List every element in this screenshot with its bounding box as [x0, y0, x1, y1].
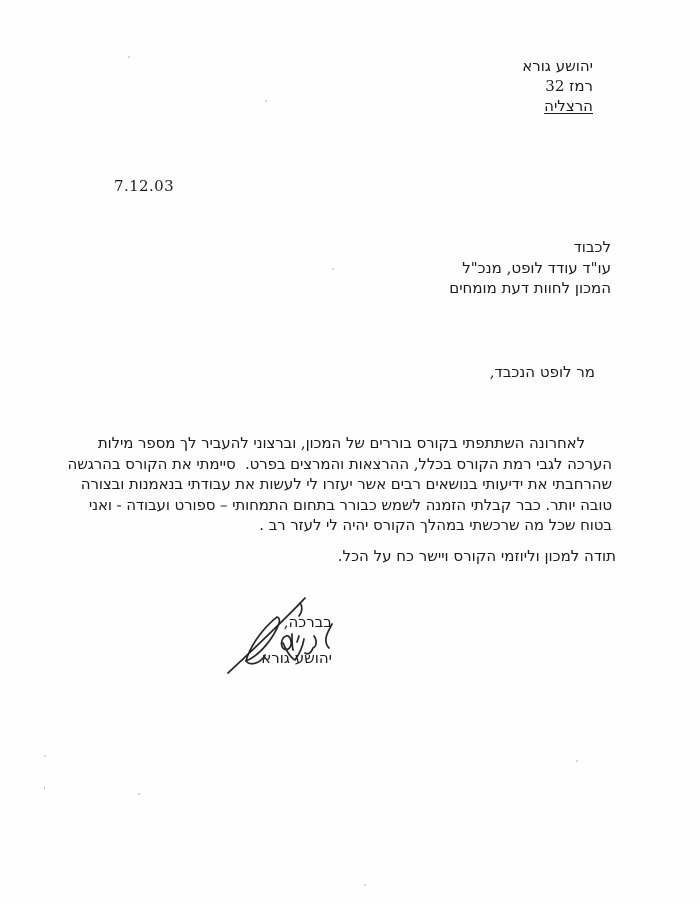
closing-line: תודה למכון וליוזמי הקורס ויישר כח על הכל.	[337, 547, 616, 565]
sender-address-block	[522, 56, 593, 116]
scan-speck	[265, 100, 267, 102]
scan-speck	[138, 793, 140, 795]
recipient-block	[449, 237, 611, 299]
sender-city: הרצליה	[544, 97, 593, 115]
scan-speck	[44, 786, 45, 790]
body-line: הערכה לגבי רמת הקורס בכלל, ההרצאות והמרצים בפרט. סיימתי את הקורס בהרגשה	[67, 454, 612, 473]
body-line: שהרחבתי את ידיעותי בנושאים רבים אשר יעזרו לי לעשות את עבודתי בנאמנות ובצורה	[80, 475, 612, 494]
sender-street: רמז 32	[545, 77, 593, 95]
signatory-name: יהושע גורא	[261, 649, 332, 667]
body-paragraph	[60, 433, 612, 536]
scan-speck	[44, 755, 46, 757]
signoff: בברכה,	[283, 613, 332, 631]
recipient-honorific: לכבוד	[573, 238, 611, 256]
recipient-organization: המכון לחוות דעת מומחים	[449, 279, 611, 297]
recipient-name: עו"ד עודד לופט, מנכ"ל	[462, 258, 611, 277]
body-line: בטוח שכל מה שרכשתי במהלך הקורס יהיה לי לעזר רב .	[259, 516, 612, 535]
body-line: טובה יותר. כבר קבלתי הזמנה לשמש כבורר בתחום התמחותי – ספורט ועבודה - ואני	[88, 495, 612, 514]
scan-speck	[128, 56, 130, 58]
scan-speck	[364, 884, 366, 886]
signature-scribble	[220, 590, 355, 682]
scan-speck	[576, 760, 578, 762]
scan-speck	[332, 268, 334, 270]
sender-name: יהושע גורא	[522, 57, 593, 75]
letter-date: 7.12.03	[114, 177, 175, 195]
greeting: מר לופט הנכבד,	[489, 363, 595, 381]
body-line: לאחרונה השתתפתי בקורס בוררים של המכון, וברצוני להעביר לך מספר מילות	[97, 434, 585, 452]
